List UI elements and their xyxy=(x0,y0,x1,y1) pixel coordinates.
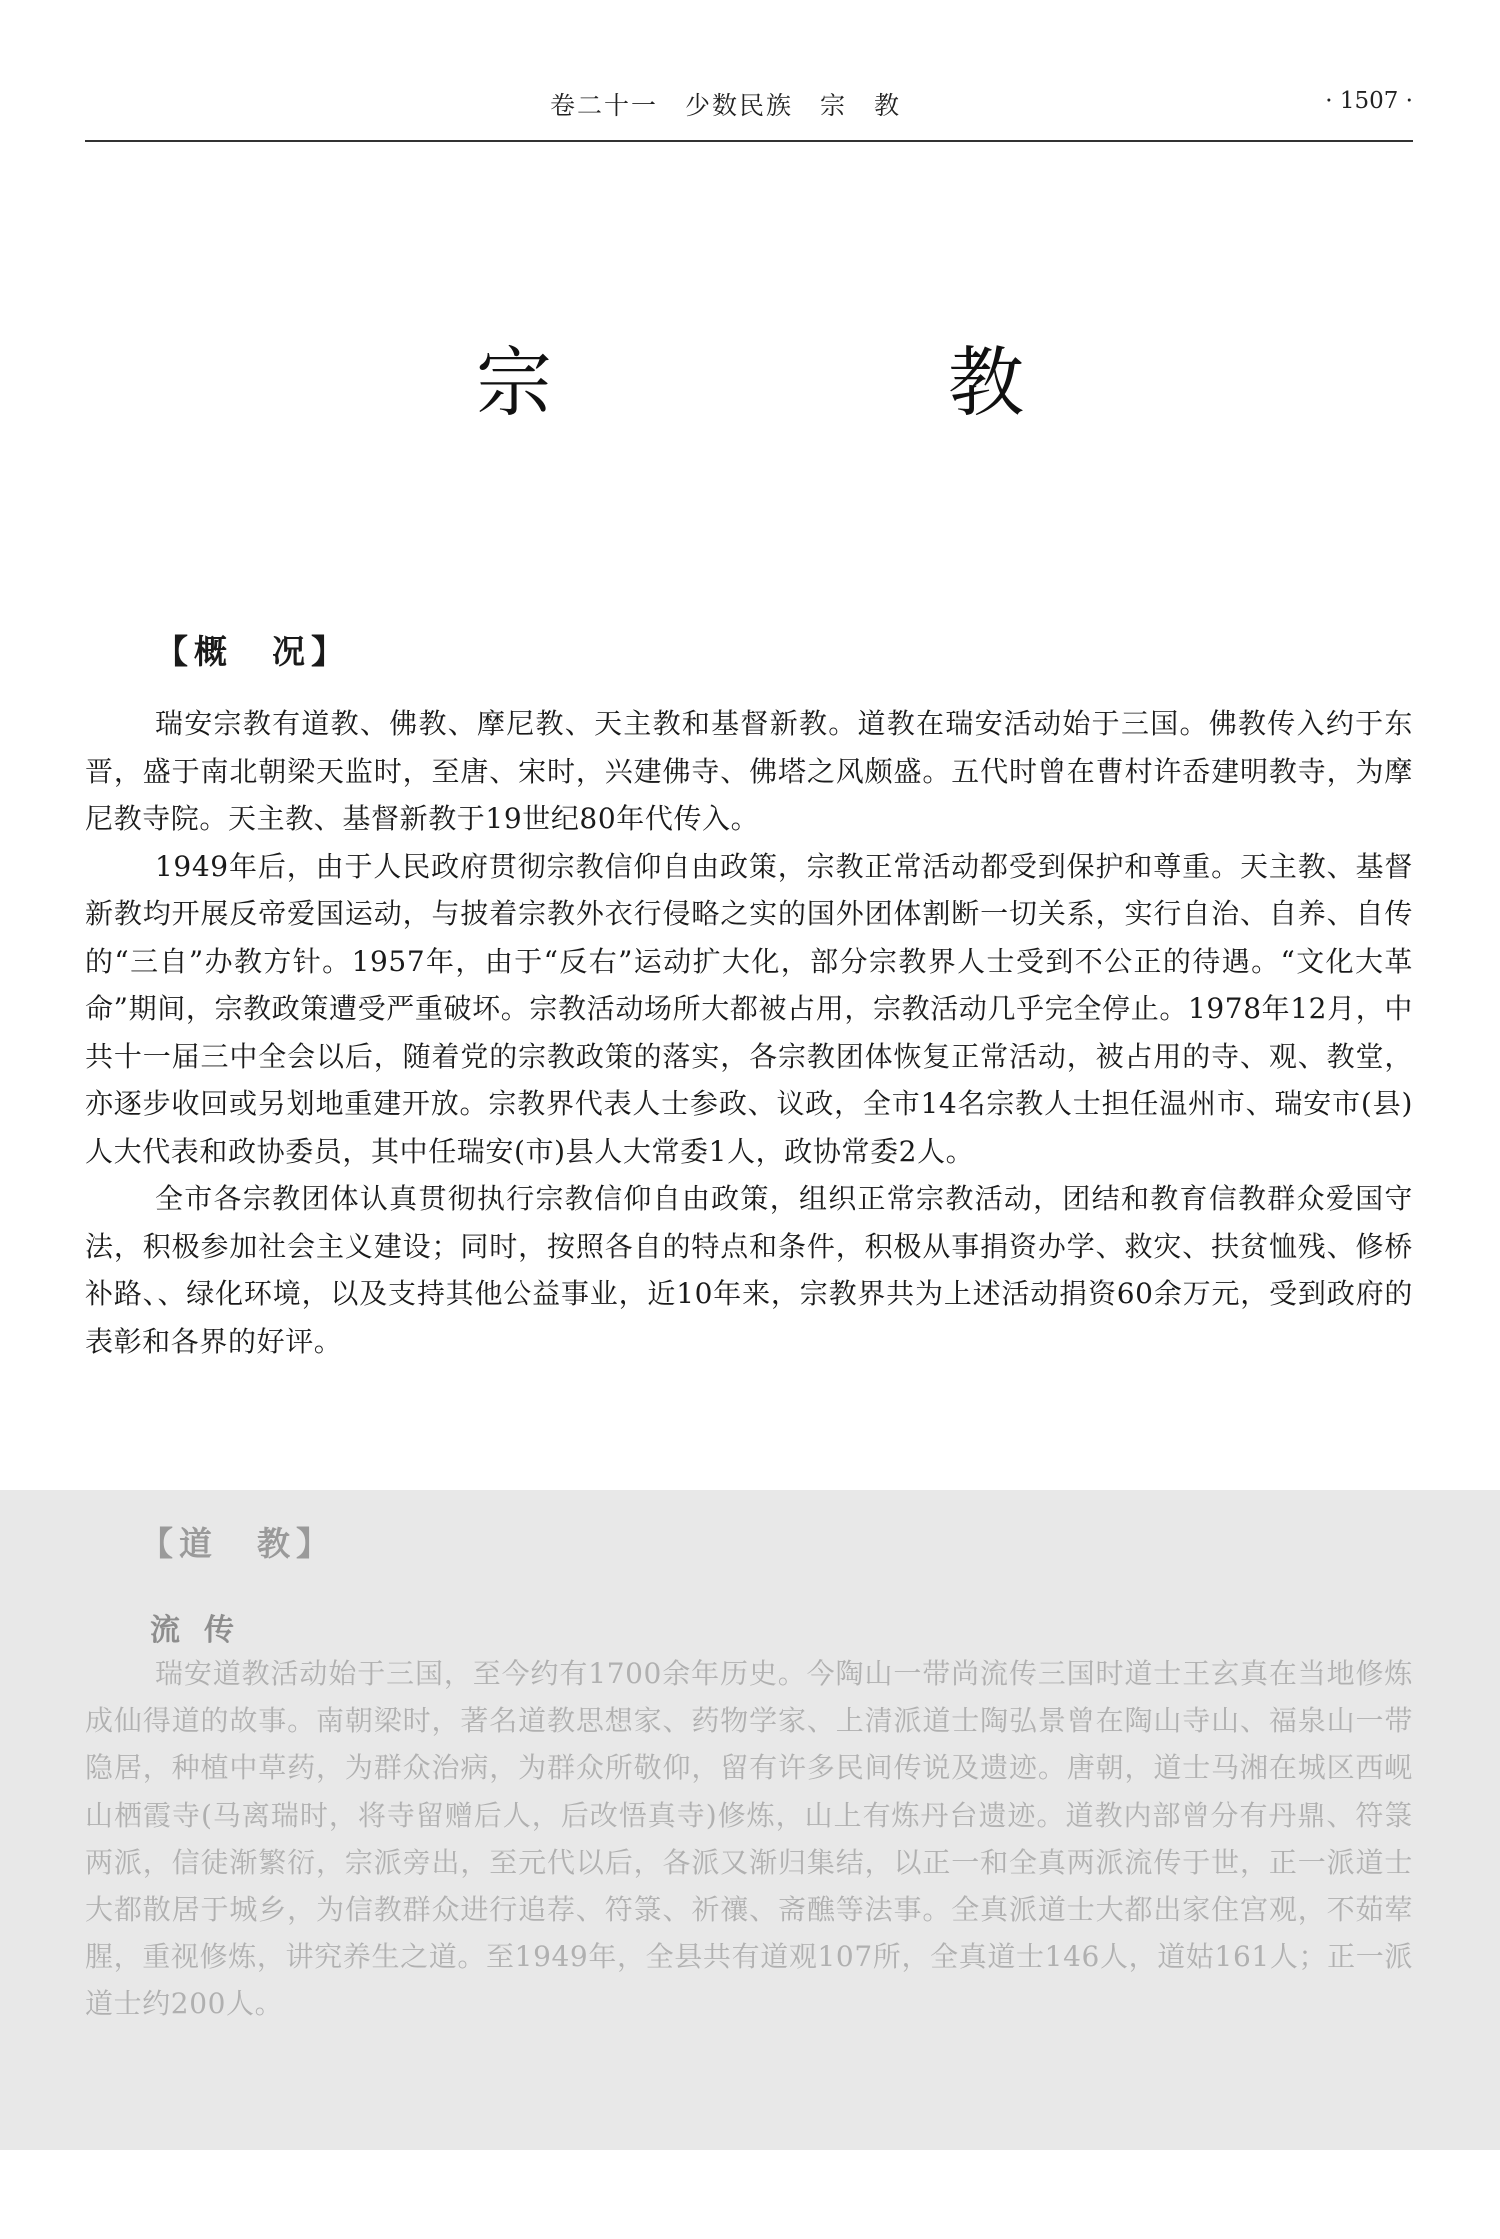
running-header xyxy=(85,82,1413,142)
page-number: · 1507 · xyxy=(1325,88,1413,114)
overview-paragraph: 瑞安宗教有道教、佛教、摩尼教、天主教和基督新教。道教在瑞安活动始于三国。佛教传入约于东晋，盛于南北朝梁天监时，至唐、宋时，兴建佛寺、佛塔之风颇盛。五代时曾在曹村许岙建明教寺，为摩尼教寺院。天主教、基督新教于19世纪80年代传入。 xyxy=(85,707,1413,835)
page-title: 宗 教 xyxy=(476,338,1184,427)
overview-paragraph: 全市各宗教团体认真贯彻执行宗教信仰自由政策，组织正常宗教活动，团结和教育信教群众爱国守法，积极参加社会主义建设；同时，按照各自的特点和条件，积极从事捐资办学、救灾、扶贫恤残、修桥补路、、绿化环境，以及支持其他公益事业，近10年来，宗教界共为上述活动捐资60余万元，受到政府的表彰和各界的好评。 xyxy=(85,1182,1413,1358)
overview-paragraph: 1949年后，由于人民政府贯彻宗教信仰自由政策，宗教正常活动都受到保护和尊重。天主教、基督新教均开展反帝爱国运动，与披着宗教外衣行侵略之实的国外团体割断一切关系，实行自治、自养、自传的“三自”办教方针。1957年，由于“反右”运动扩大化，部分宗教界人士受到不公正的待遇。“文化大革命”期间，宗教政策遭受严重破坏。宗教活动场所大都被占用，宗教活动几乎完全停止。1978年12月，中共十一届三中全会以后，随着党的宗教政策的落实，各宗教团体恢复正常活动，被占用的寺、观、教堂，亦逐步收回或另划地重建开放。宗教界代表人士参政、议政，全市14名宗教人士担任温州市、瑞安市(县)人大代表和政协委员，其中任瑞安(市)县人大常委1人，政协常委2人。 xyxy=(85,849,1413,1168)
taoism-body xyxy=(85,1650,1413,2028)
running-title: 卷二十一 少数民族 宗 教 xyxy=(550,91,902,120)
overview-body xyxy=(85,700,1413,1365)
overview-heading: 【概 况】 xyxy=(155,632,350,671)
taoism-heading: 【道 教】 xyxy=(140,1524,335,1563)
taoism-paragraph: 瑞安道教活动始于三国，至今约有1700余年历史。今陶山一带尚流传三国时道士王玄真在当地修炼成仙得道的故事。南朝梁时，著名道教思想家、药物学家、上清派道士陶弘景曾在陶山寺山、福泉山一带隐居，种植中草药，为群众治病，为群众所敬仰，留有许多民间传说及遗迹。唐朝，道士马湘在城区西岘山栖霞寺(马离瑞时，将寺留赠后人，后改悟真寺)修炼，山上有炼丹台遗迹。道教内部曾分有丹鼎、符箓两派，信徒渐繁衍，宗派旁出，至元代以后，各派又渐归集结，以正一和全真两派流传于世，正一派道士大都散居于城乡，为信教群众进行追荐、符箓、祈禳、斋醮等法事。全真派道士大都出家住宫观，不茹荤腥，重视修炼，讲究养生之道。至1949年，全县共有道观107所，全真道士146人，道姑161人；正一派道士约200人。 xyxy=(85,1657,1413,2021)
taoism-subheading: 流传 xyxy=(150,1613,258,1648)
